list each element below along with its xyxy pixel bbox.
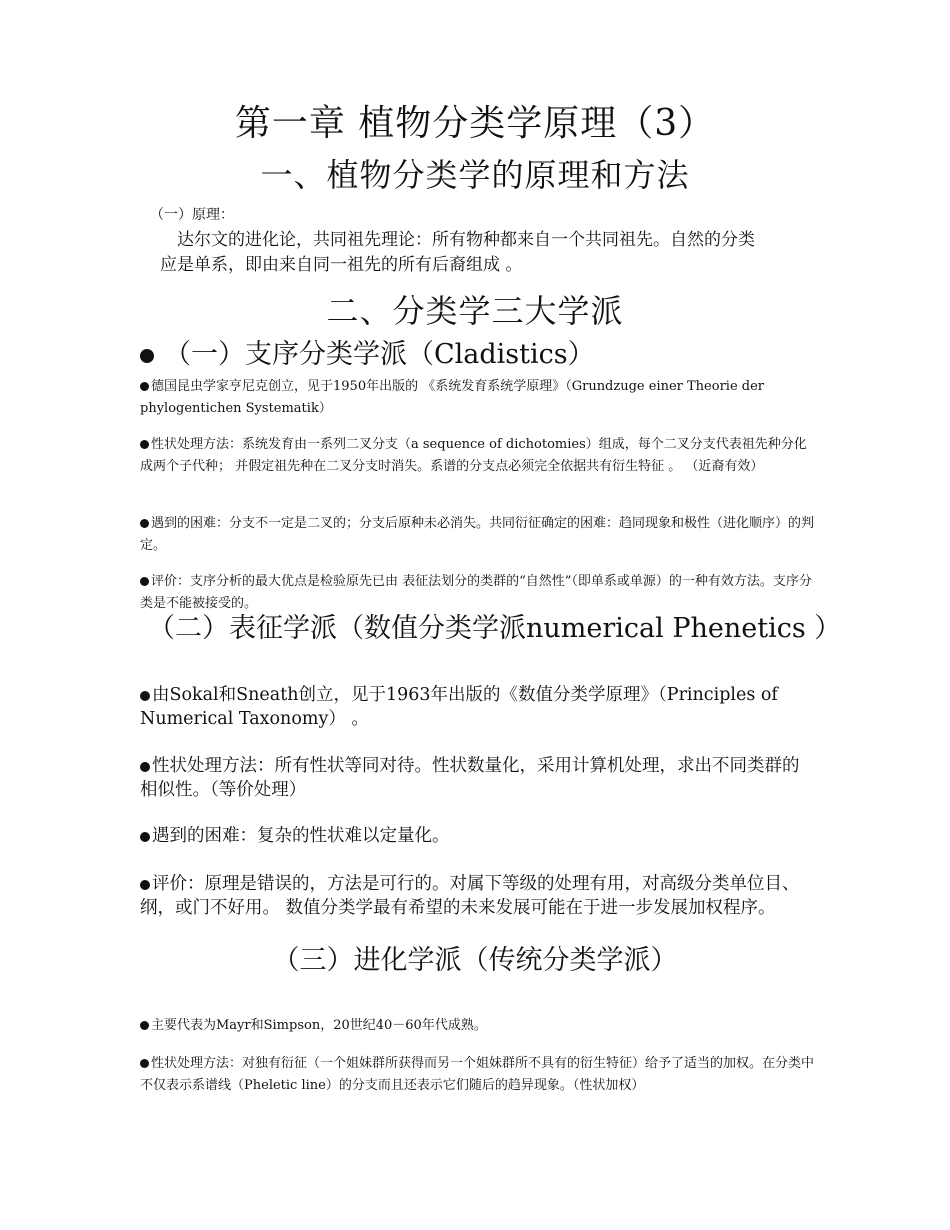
bullet-icon bbox=[140, 1059, 149, 1068]
bullet-icon bbox=[140, 382, 149, 391]
cladistics-item-2: 性状处理方法：系统发育由一系列二叉分支（a sequence of dichotomies）组成，每个二叉分支代表祖先种分化成两个子代种； 并假定祖先种在二叉分支时消失。系谱的分支点必须完全依据共有衍生特征 。 （近裔有效） bbox=[140, 437, 807, 474]
bullet-icon bbox=[140, 762, 150, 772]
evolutionary-heading: （三）进化学派（传统分类学派） bbox=[272, 945, 678, 976]
phenetics-item-2: 性状处理方法：所有性状等同对待。性状数量化，采用计算机处理，求出不同类群的相似性。（等价处理） bbox=[140, 756, 800, 800]
cladistics-item-1: 德国昆虫学家亨尼克创立，见于1950年出版的 《系统发育系统学原理》（Grundzuge einer Theorie der phylogentichen Systematik） bbox=[140, 379, 765, 416]
cladistics-item-3: 遇到的困难：分支不一定是二叉的；分支后原种未必消失。共同衍征确定的困难：趋同现象和极性（进化顺序）的判定。 bbox=[140, 516, 815, 553]
phenetics-heading: （二）表征学派（数值分类学派numerical Phenetics ） bbox=[148, 613, 842, 644]
phenetics-item-4: 评价：原理是错误的，方法是可行的。对属下等级的处理有用，对高级分类单位目、纲，或门不好用。 数值分类学最有希望的未来发展可能在于进一步发展加权程序。 bbox=[140, 874, 800, 918]
bullet-icon bbox=[140, 1021, 149, 1030]
bullet-icon bbox=[140, 577, 149, 586]
principle-subheading: （一）原理： bbox=[150, 207, 234, 223]
bullet-icon bbox=[140, 349, 154, 363]
cladistics-heading bbox=[140, 332, 595, 371]
bullet-icon bbox=[140, 519, 149, 528]
evolutionary-item-2: 性状处理方法：对独有衍征（一个姐妹群所获得而另一个姐妹群所不具有的衍生特征）给予了适当的加权。在分类中不仅表示系谱线（Pheletic line）的分支而且还表示它们随后的趋异现象。（性状加权） bbox=[140, 1056, 815, 1093]
principle-line-1: 达尔文的进化论，共同祖先理论：所有物种都来自一个共同祖先。自然的分类 bbox=[177, 230, 755, 250]
cladistics-heading-text: （一）支序分类学派（Cladistics） bbox=[164, 339, 595, 370]
bullet-icon bbox=[140, 691, 150, 701]
chapter-title: 第一章 植物分类学原理（3） bbox=[234, 103, 716, 144]
bullet-icon bbox=[140, 880, 150, 890]
bullet-icon bbox=[140, 832, 150, 842]
section2-heading: 二、分类学三大学派 bbox=[326, 292, 624, 330]
evolutionary-item-1: 主要代表为Mayr和Simpson，20世纪40－60年代成熟。 bbox=[140, 1015, 815, 1037]
cladistics-item-4: 评价：支序分析的最大优点是检验原先已由 表征法划分的类群的“自然性”（即单系或单源）的一种有效方法。支序分类是不能被接受的。 bbox=[140, 574, 812, 611]
principle-line-2: 应是单系，即由来自同一祖先的所有后裔组成 。 bbox=[160, 255, 523, 275]
phenetics-item-1: 由Sokal和Sneath创立，见于1963年出版的《数值分类学原理》（Principles of Numerical Taxonomy） 。 bbox=[140, 685, 778, 729]
phenetics-item-3: 遇到的困难：复杂的性状难以定量化。 bbox=[140, 824, 815, 848]
section1-heading: 一、植物分类学的原理和方法 bbox=[260, 156, 690, 194]
bullet-icon bbox=[140, 440, 149, 449]
